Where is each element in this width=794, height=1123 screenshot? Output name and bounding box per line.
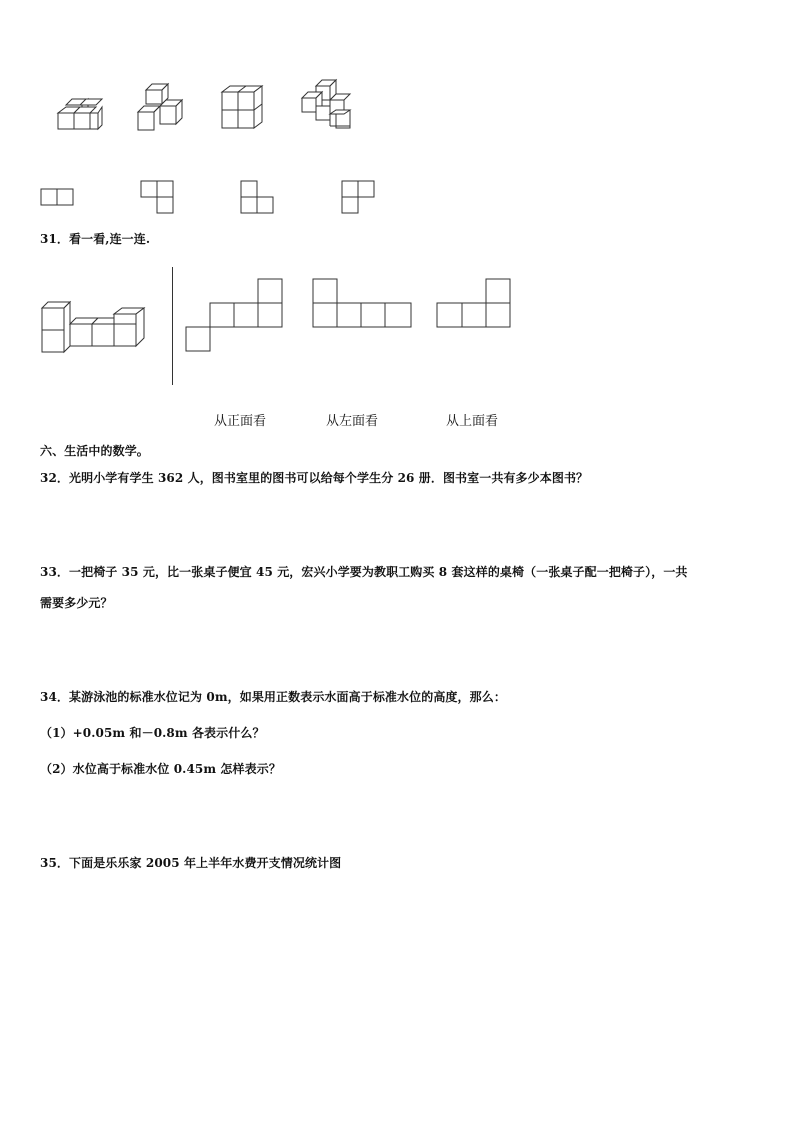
label-left-view: 从左面看: [326, 414, 379, 429]
q35-text: 35．下面是乐乐家 2005 年上半年水费开支情况统计图: [40, 856, 342, 870]
q34-part2: （2）水位高于标准水位 0.45m 怎样表示？: [40, 762, 281, 776]
cube-solid-3: [220, 84, 270, 134]
label-top-view: 从上面看: [446, 414, 499, 429]
q31-title: 31．看一看,连一连.: [40, 232, 151, 246]
q33-line2: 需要多少元？: [40, 596, 113, 610]
q34-stem: 34．某游泳池的标准水位记为 0m，如果用正数表示水面高于标准水位的高度，那么：: [40, 690, 506, 704]
cube-solid-4: [300, 78, 356, 134]
q31-cube-solid: [40, 298, 160, 356]
label-front-view: 从正面看: [214, 414, 267, 429]
q31-view-shape-2: [312, 278, 416, 330]
q32-text: 32．光明小学有学生 362 人，图书室里的图书可以给每个学生分 26 册．图书室一共有多少本图书？: [40, 471, 589, 485]
q31-divider: [172, 267, 173, 385]
view-shape-2: [140, 180, 180, 218]
q31-view-shape-1: [184, 278, 284, 354]
view-shape-4: [341, 180, 381, 218]
q33-line1: 33．一把椅子 35 元，比一张桌子便宜 45 元，宏兴小学要为教职工购买 8 套这样的桌椅（一张桌子配一把椅子），一共: [40, 565, 688, 579]
q34-part1: （1）+0.05m 和－0.8m 各表示什么？: [40, 726, 265, 740]
view-shape-3: [240, 180, 280, 218]
section6-title: 六、生活中的数学。: [40, 444, 149, 458]
cube-solid-2: [136, 82, 186, 132]
q31-view-shape-3: [436, 278, 516, 330]
view-shape-1: [40, 188, 80, 210]
cube-solid-1: [56, 95, 106, 135]
